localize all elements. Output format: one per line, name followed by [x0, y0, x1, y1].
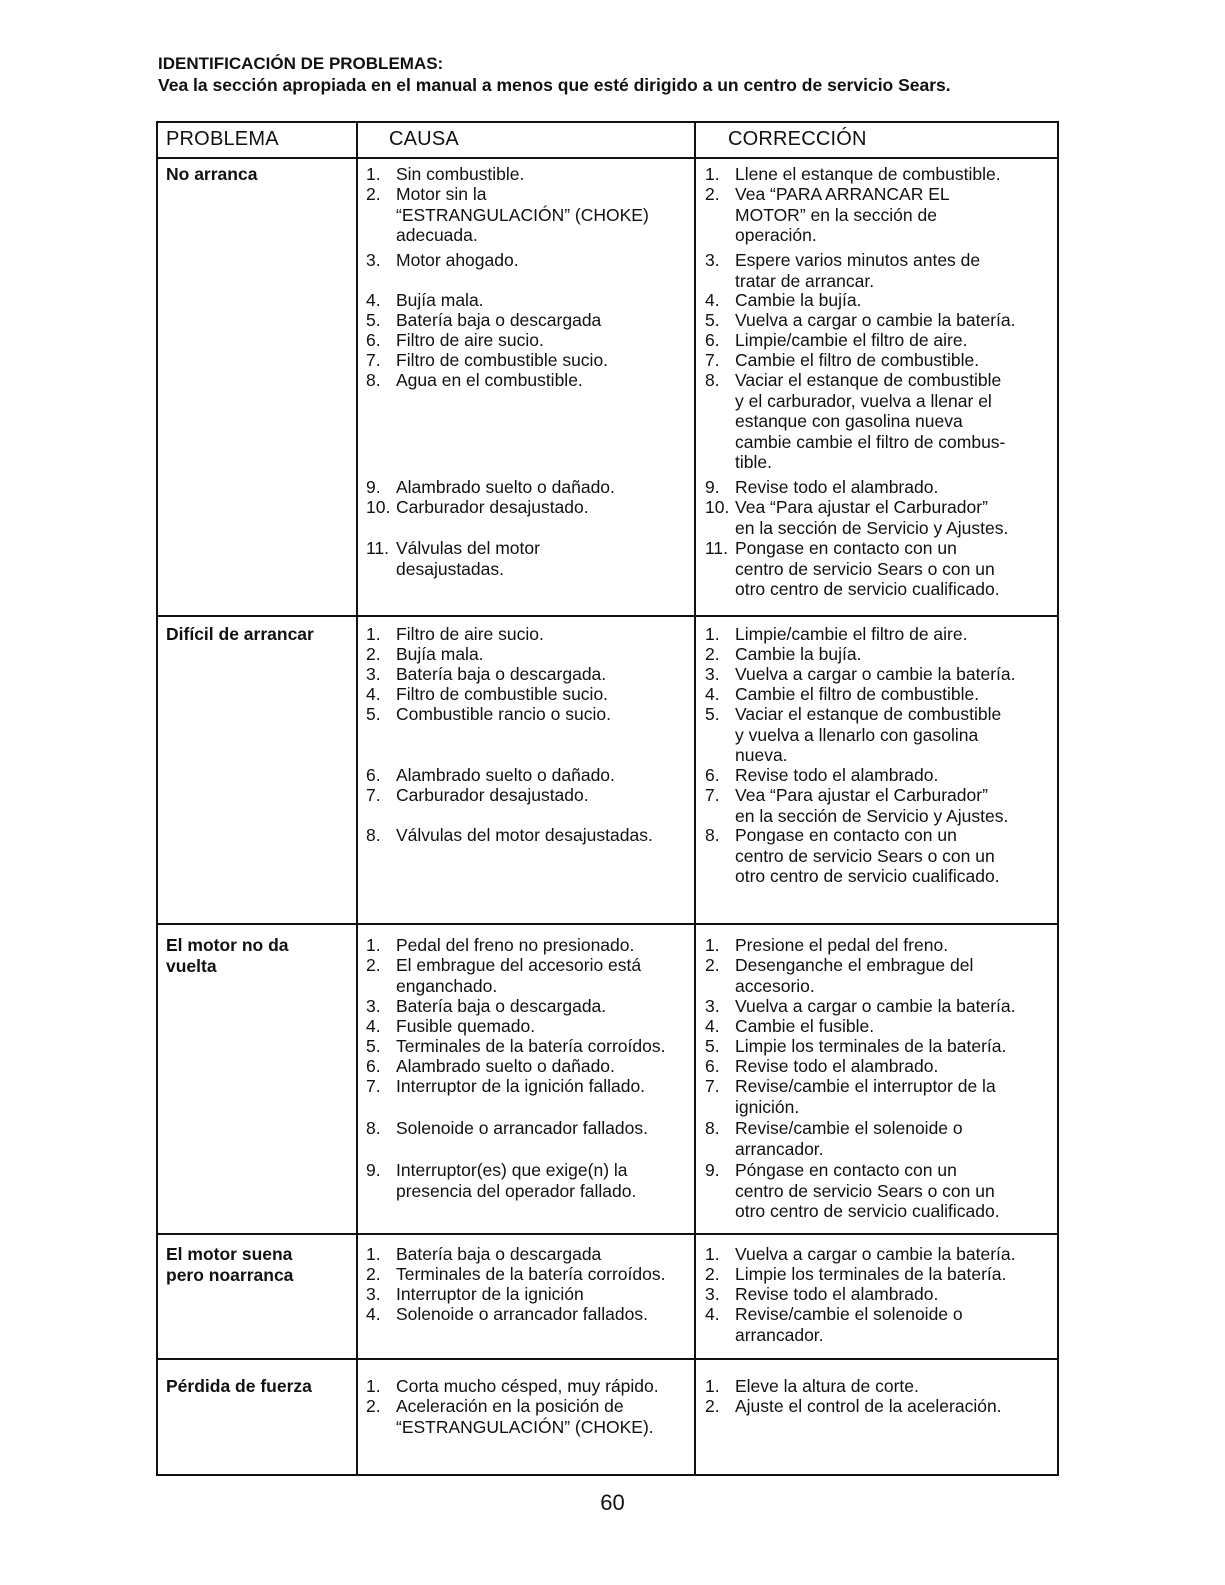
- list-item: 5. Vuelva a cargar o cambie la batería.: [705, 310, 1016, 330]
- list-item: 11. Pongase en contacto con un centro de servicio Sears o con un otro centro de servicio cualificado.: [705, 538, 1000, 599]
- column-header-correccion: CORRECCIÓN: [728, 128, 867, 150]
- list-item: 3. Batería baja o descargada.: [366, 664, 607, 684]
- list-item: 7. Cambie el filtro de combustible.: [705, 350, 980, 370]
- problem-label: Difícil de arrancar: [166, 624, 314, 644]
- row-divider: [158, 923, 1057, 925]
- list-item: 8. Válvulas del motor desajustadas.: [366, 825, 653, 845]
- list-item: 4. Filtro de combustible sucio.: [366, 684, 609, 704]
- list-item: 6. Alambrado suelto o dañado.: [366, 1056, 615, 1076]
- list-item: 8. Pongase en contacto con un centro de servicio Sears o con un otro centro de servicio cualificado.: [705, 825, 1000, 886]
- list-item: 1. Corta mucho césped, muy rápido.: [366, 1376, 659, 1396]
- list-item: 6. Revise todo el alambrado.: [705, 1056, 939, 1076]
- list-item: 2. Motor sin la “ESTRANGULACIÓN” (CHOKE) adecuada.: [366, 184, 649, 245]
- list-item: 1. Eleve la altura de corte.: [705, 1376, 919, 1396]
- list-item: 5. Vaciar el estanque de combustible y vuelva a llenarlo con gasolina nueva.: [705, 704, 1002, 765]
- list-item: 2. Limpie los terminales de la batería.: [705, 1264, 1007, 1284]
- list-item: 8. Vaciar el estanque de combustible y el carburador, vuelva a llenar el estanque con gasolina nueva cambie cambie el filtro de combus- tible.: [705, 370, 1006, 472]
- page-subtitle: Vea la sección apropiada en el manual a menos que esté dirigido a un centro de servicio Sears.: [158, 75, 951, 95]
- list-item: 5. Combustible rancio o sucio.: [366, 704, 611, 724]
- column-header-causa: CAUSA: [389, 128, 459, 150]
- list-item: 5. Terminales de la batería corroídos.: [366, 1036, 666, 1056]
- list-item: 3. Interruptor de la ignición: [366, 1284, 584, 1304]
- list-item: 4. Solenoide o arrancador fallados.: [366, 1304, 648, 1324]
- list-item: 1. Filtro de aire sucio.: [366, 624, 544, 644]
- list-item: 6. Limpie/cambie el filtro de aire.: [705, 330, 968, 350]
- list-item: 7. Carburador desajustado.: [366, 785, 589, 805]
- list-item: 3. Revise todo el alambrado.: [705, 1284, 939, 1304]
- list-item: 10. Carburador desajustado.: [366, 497, 589, 517]
- list-item: 3. Vuelva a cargar o cambie la batería.: [705, 996, 1016, 1016]
- list-item: 8. Solenoide o arrancador fallados.: [366, 1118, 648, 1138]
- list-item: 2. Desenganche el embrague del accesorio.: [705, 955, 974, 996]
- list-item: 2. Aceleración en la posición de “ESTRANGULACIÓN” (CHOKE).: [366, 1396, 654, 1437]
- list-item: 9. Póngase en contacto con un centro de servicio Sears o con un otro centro de servicio cualificado.: [705, 1160, 1000, 1221]
- list-item: 8. Agua en el combustible.: [366, 370, 583, 390]
- list-item: 5. Batería baja o descargada: [366, 310, 602, 330]
- list-item: 4. Fusible quemado.: [366, 1016, 536, 1036]
- row-divider: [158, 1358, 1057, 1360]
- list-item: 6. Revise todo el alambrado.: [705, 765, 939, 785]
- list-item: 7. Vea “Para ajustar el Carburador” en la sección de Servicio y Ajustes.: [705, 785, 1009, 826]
- list-item: 9. Interruptor(es) que exige(n) la presencia del operador fallado.: [366, 1160, 637, 1201]
- problem-label: El motor no da vuelta: [166, 935, 289, 976]
- list-item: 1. Sin combustible.: [366, 164, 525, 184]
- list-item: 2. Vea “PARA ARRANCAR EL MOTOR” en la sección de operación.: [705, 184, 950, 245]
- problem-label: No arranca: [166, 164, 258, 184]
- list-item: 1. Vuelva a cargar o cambie la batería.: [705, 1244, 1016, 1264]
- column-header-problema: PROBLEMA: [166, 128, 279, 150]
- list-item: 5. Limpie los terminales de la batería.: [705, 1036, 1007, 1056]
- row-divider: [158, 1233, 1057, 1235]
- list-item: 2. El embrague del accesorio está enganchado.: [366, 955, 642, 996]
- page-title: IDENTIFICACIÓN DE PROBLEMAS:: [158, 54, 444, 73]
- column-divider: [356, 123, 358, 1474]
- list-item: 10. Vea “Para ajustar el Carburador” en la sección de Servicio y Ajustes.: [705, 497, 1009, 538]
- list-item: 1. Batería baja o descargada: [366, 1244, 602, 1264]
- list-item: 2. Terminales de la batería corroídos.: [366, 1264, 666, 1284]
- list-item: 4. Cambie la bujía.: [705, 290, 862, 310]
- header-divider: [158, 157, 1057, 159]
- list-item: 2. Ajuste el control de la aceleración.: [705, 1396, 1002, 1416]
- list-item: 2. Bujía mala.: [366, 644, 484, 664]
- problem-label: Pérdida de fuerza: [166, 1376, 312, 1396]
- list-item: 2. Cambie la bujía.: [705, 644, 862, 664]
- list-item: 4. Revise/cambie el solenoide o arrancador.: [705, 1304, 963, 1345]
- list-item: 9. Revise todo el alambrado.: [705, 477, 939, 497]
- list-item: 6. Filtro de aire sucio.: [366, 330, 544, 350]
- troubleshooting-table: [156, 121, 1059, 1476]
- list-item: 11. Válvulas del motor desajustadas.: [366, 538, 540, 579]
- page-number: 60: [600, 1490, 625, 1515]
- list-item: 1. Llene el estanque de combustible.: [705, 164, 1001, 184]
- list-item: 1. Limpie/cambie el filtro de aire.: [705, 624, 968, 644]
- list-item: 1. Pedal del freno no presionado.: [366, 935, 635, 955]
- list-item: 9. Alambrado suelto o dañado.: [366, 477, 615, 497]
- list-item: 7. Filtro de combustible sucio.: [366, 350, 609, 370]
- list-item: 4. Cambie el filtro de combustible.: [705, 684, 980, 704]
- list-item: 4. Bujía mala.: [366, 290, 484, 310]
- list-item: 3. Espere varios minutos antes de tratar de arrancar.: [705, 250, 981, 291]
- list-item: 7. Revise/cambie el interruptor de la ignición.: [705, 1076, 996, 1117]
- list-item: 3. Vuelva a cargar o cambie la batería.: [705, 664, 1016, 684]
- problem-label: El motor suena pero noarranca: [166, 1244, 294, 1285]
- list-item: 7. Interruptor de la ignición fallado.: [366, 1076, 646, 1096]
- list-item: 3. Motor ahogado.: [366, 250, 519, 270]
- list-item: 1. Presione el pedal del freno.: [705, 935, 949, 955]
- list-item: 8. Revise/cambie el solenoide o arrancador.: [705, 1118, 963, 1159]
- list-item: 3. Batería baja o descargada.: [366, 996, 607, 1016]
- list-item: 4. Cambie el fusible.: [705, 1016, 875, 1036]
- list-item: 6. Alambrado suelto o dañado.: [366, 765, 615, 785]
- row-divider: [158, 615, 1057, 617]
